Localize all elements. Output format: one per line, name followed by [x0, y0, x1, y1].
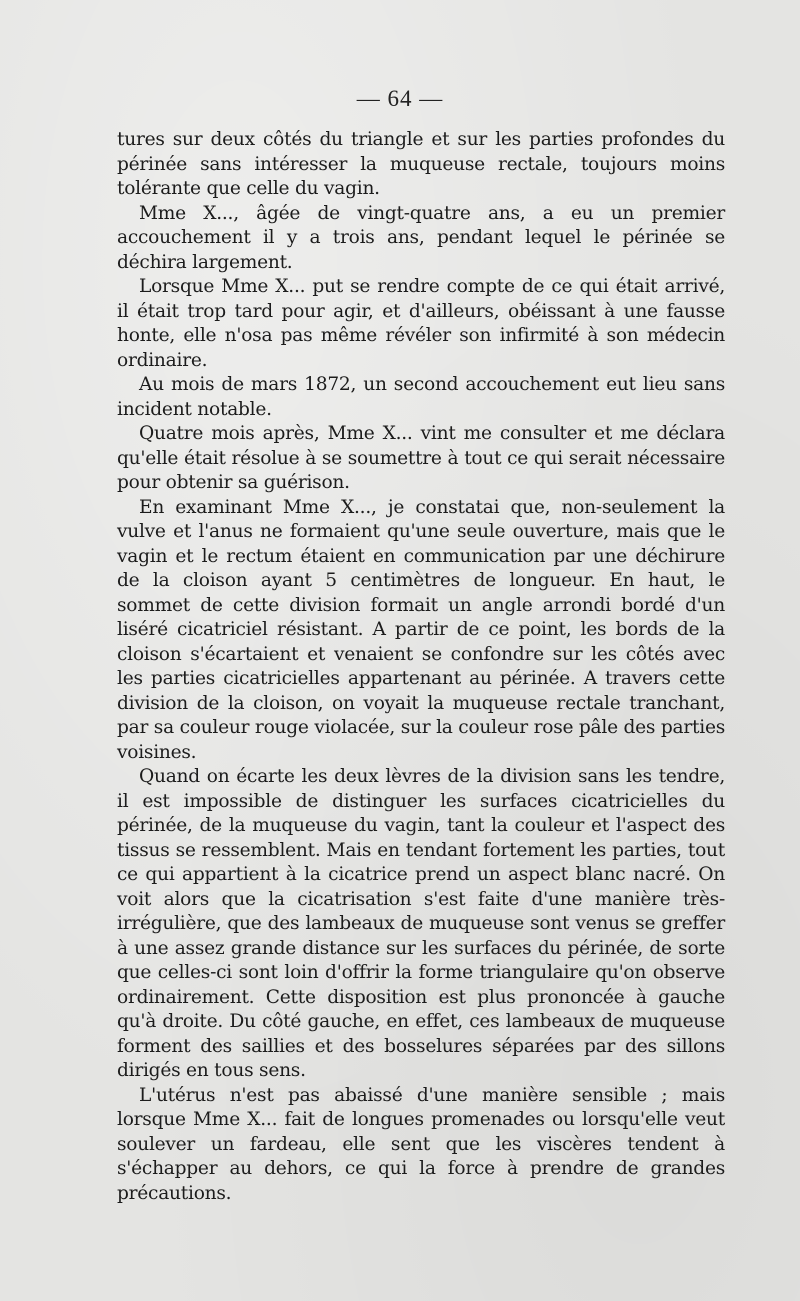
- body-text: [117, 128, 725, 1206]
- paragraph-3: Lorsque Mme X... put se rendre compte de ce qui était arrivé, il était trop tard pour agir, et d'ailleurs, obéissant à une fausse honte, elle n'osa pas même révéler son infirmité à son médecin ordinaire.: [117, 276, 725, 371]
- paragraph-1: tures sur deux côtés du triangle et sur les parties profondes du périnée sans intéresser la muqueuse rectale, toujours moins tolérante que celle du vagin.: [117, 129, 725, 199]
- paragraph-8: L'utérus n'est pas abaissé d'une manière sensible ; mais lorsque Mme X... fait de longues promenades ou lorsqu'elle veut soulever un fardeau, elle sent que les viscères tendent à s'échapper au dehors, ce qui la force à prendre de grandes précautions.: [117, 1084, 725, 1204]
- paragraph-7: Quand on écarte les deux lèvres de la division sans les tendre, il est impossible de distinguer les surfaces cicatricielles du périnée, de la muqueuse du vagin, tant la couleur et l'aspect des tissus se ressemblent. Mais en tendant fortement les parties, tout ce qui appartient à la cicatrice prend un aspect blanc nacré. On voit alors que la cicatrisation s'est faite d'une manière très-irrégulière, que des lambeaux de muqueuse sont venus se greffer à une assez grande distance sur les surfaces du périnée, de sorte que celles-ci sont loin d'offrir la forme triangulaire qu'on observe ordinairement. Cette disposition est plus prononcée à gauche qu'à droite. Du côté gauche, en effet, ces lambeaux de muqueuse forment des saillies et des bosselures séparées par des sillons dirigés en tous sens.: [117, 766, 725, 1081]
- paragraph-5: Quatre mois après, Mme X... vint me consulter et me déclara qu'elle était résolue à se soumettre à tout ce qui serait nécessaire pour obtenir sa guérison.: [117, 423, 725, 493]
- page-number: — 64 —: [356, 86, 444, 111]
- paragraph-2: Mme X..., âgée de vingt-quatre ans, a eu un premier accouchement il y a trois ans, pendant lequel le périnée se déchira largement.: [117, 202, 725, 273]
- paragraph-6: En examinant Mme X..., je constatai que, non-seulement la vulve et l'anus ne formaient qu'une seule ouverture, mais que le vagin et le rectum étaient en communication par une déchirure de la cloison ayant 5 centimètres de longueur. En haut, le sommet de cette division formait un angle arrondi bordé d'un liséré cicatriciel résistant. A partir de ce point, les bords de la cloison s'écartaient et venaient se confondre sur les côtés avec les parties cicatricielles appartenant au périnée. A travers cette division de la cloison, on voyait la muqueuse rectale tranchant, par sa couleur rouge violacée, sur la couleur rose pâle des parties voisines.: [117, 496, 725, 763]
- paragraph-4: Au mois de mars 1872, un second accouchement eut lieu sans incident notable.: [117, 374, 725, 420]
